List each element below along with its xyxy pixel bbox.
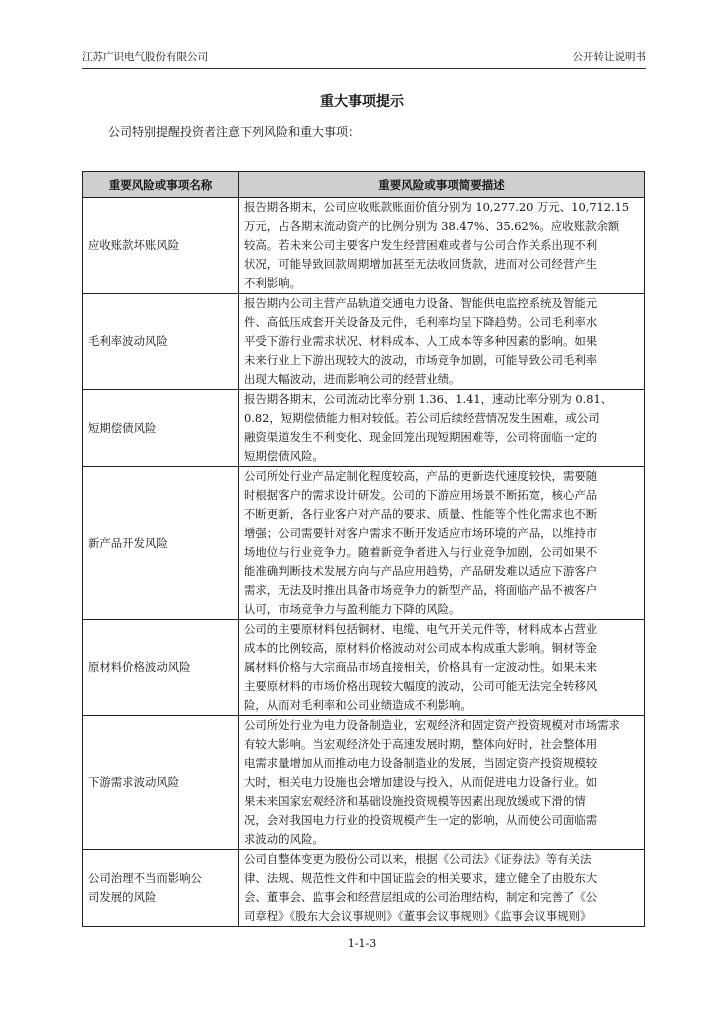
- risk-desc-cell: [239, 390, 645, 467]
- risk-name-text: 公司治理不当而影响公: [88, 871, 202, 885]
- risk-name-cell: [83, 390, 239, 467]
- risk-desc-line: 果未来国家宏观经济和基础设施投资规模等因素出现放缓或下滑的情: [244, 794, 586, 808]
- header-company: 江苏广识电气股份有限公司: [82, 51, 208, 63]
- risk-desc-line: 需求，无法及时推出具备市场竞争力的新型产品，将面临产品不被客户: [244, 583, 598, 597]
- risk-desc-line: 较高。若未来公司主要客户发生经营困难或者与公司合作关系出现不利: [244, 238, 598, 252]
- risk-desc-line: 未来行业上下游出现较大的波动，市场竞争加剧，可能导致公司毛利率: [244, 353, 598, 367]
- risk-desc-line: 报告期内公司主营产品轨道交通电力设备、智能供电监控系统及智能元: [244, 296, 598, 310]
- risk-desc-line: 短期偿债风险。: [244, 449, 324, 463]
- risk-desc-line: 公司所处行业为电力设备制造业，宏观经济和固定资产投资规模对市场需求: [244, 718, 620, 732]
- risk-desc-line: 大时，相关电力设施也会增加建设与投入，从而促进电力设备行业。如: [244, 775, 598, 789]
- risk-desc-line: 电需求量增加从而推动电力设备制造业的发展，当固定资产投资规模较: [244, 756, 598, 770]
- risk-name-text: 应收账款坏账风险: [88, 238, 180, 252]
- risk-name-text: 司发展的风险: [88, 890, 157, 904]
- risk-name-cell: [83, 716, 239, 850]
- header-doc-title: 公开转让说明书: [572, 51, 646, 63]
- risk-desc-line: 成本的比例较高，原材料价格波动对公司成本构成重大影响。铜材等金: [244, 641, 598, 655]
- risk-name-cell: [83, 850, 239, 927]
- table-row: [83, 294, 645, 390]
- risk-desc-line: 不断更新，各行业客户对产品的要求、质量、性能等个性化需求也不断: [244, 507, 598, 521]
- risk-name-cell: [83, 294, 239, 390]
- risk-desc-line: 属材料价格与大宗商品市场直接相关，价格具有一定波动性。如果未来: [244, 660, 598, 674]
- risk-table-body: [83, 198, 645, 927]
- risk-desc-line: 万元，占各期末流动资产的比例分别为 38.47%、35.62%。应收账款余额: [244, 219, 620, 233]
- intro-paragraph: 公司特别提醒投资者注意下列风险和重大事项：: [108, 125, 361, 139]
- table-row: [83, 198, 645, 294]
- risk-desc-cell: [239, 716, 645, 850]
- risk-name-text: 下游需求波动风险: [88, 775, 180, 789]
- risk-desc-line: 认可，市场竞争力与盈利能力下降的风险。: [244, 602, 461, 616]
- risk-desc-cell: [239, 467, 645, 620]
- risk-desc-line: 状况，可能导致回款周期增加甚至无法收回货款，进而对公司经营产生: [244, 257, 598, 271]
- risk-desc-line: 出现大幅波动，进而影响公司的经营业绩。: [244, 372, 461, 386]
- risk-name-cell: [83, 198, 239, 294]
- risk-desc-line: 平受下游行业需求状况、材料成本、人工成本等多种因素的影响。如果: [244, 334, 598, 348]
- risk-desc-line: 增强；公司需要针对客户需求不断开发适应市场环境的产品，以维持市: [244, 526, 598, 540]
- risk-desc-line: 求波动的风险。: [244, 832, 324, 846]
- risk-desc-line: 融资渠道发生不利变化、现金回笼出现短期困难等，公司将面临一定的: [244, 430, 598, 444]
- risk-name-text: 新产品开发风险: [88, 535, 168, 550]
- page-number: 1-1-3: [347, 937, 377, 950]
- risk-desc-line: 司章程》《股东大会议事规则》《董事会议事规则》《监事会议事规则》: [244, 909, 592, 923]
- risk-desc-line: 险，从而对毛利率和公司业绩造成不利影响。: [244, 698, 472, 712]
- risk-desc-line: 报告期各期末，公司应收账款账面价值分别为 10,277.20 万元、10,712.15: [244, 200, 630, 214]
- risk-name-text: 原材料价格波动风险: [88, 660, 191, 674]
- header-risk-desc: 重要风险或事项简要描述: [239, 172, 645, 198]
- table-row: [83, 850, 645, 927]
- risk-desc-line: 公司所处行业产品定制化程度较高，产品的更新迭代速度较快，需要随: [244, 469, 598, 483]
- table-row: [83, 390, 645, 467]
- page-header: [82, 50, 646, 69]
- risk-name-cell: [83, 620, 239, 716]
- risk-desc-line: 0.82，短期偿债能力相对较低。若公司后续经营情况发生困难，或公司: [244, 411, 600, 425]
- section-title: 重大事项提示: [320, 94, 404, 110]
- risk-desc-line: 有较大影响。当宏观经济处于高速发展时期，整体向好时，社会整体用: [244, 737, 598, 751]
- table-row: [83, 467, 645, 620]
- table-row: [83, 620, 645, 716]
- risk-name-cell: [83, 467, 239, 620]
- header-risk-name: 重要风险或事项名称: [83, 172, 239, 198]
- risk-desc-line: 报告期各期末，公司流动比率分别 1.36、1.41，速动比率分别为 0.81、: [244, 392, 613, 406]
- risk-name-text: 毛利率波动风险: [88, 334, 168, 348]
- risk-desc-line: 况，会对我国电力行业的投资规模产生一定的影响，从而使公司面临需: [244, 813, 598, 827]
- risk-desc-line: 不利影响。: [244, 276, 301, 290]
- risk-desc-cell: [239, 198, 645, 294]
- risk-desc-line: 会、董事会、监事会和经营层组成的公司治理结构，制定和完善了《公: [244, 890, 598, 904]
- risk-desc-cell: [239, 620, 645, 716]
- risk-desc-line: 时根据客户的需求设计研发。公司的下游应用场景不断拓宽，核心产品: [244, 488, 598, 502]
- risk-desc-line: 能准确判断技术发展方向与产品应用趋势，产品研发难以适应下游客户: [244, 564, 598, 578]
- risk-desc-line: 公司的主要原材料包括铜材、电缆、电气开关元件等，材料成本占营业: [244, 622, 598, 636]
- risk-desc-line: 件、高低压成套开关设备及元件，毛利率均呈下降趋势。公司毛利率水: [244, 315, 598, 329]
- table-row: [83, 716, 645, 850]
- risk-desc-line: 主要原材料的市场价格出现较大幅度的波动，公司可能无法完全转移风: [244, 679, 598, 693]
- table-header-row: [83, 172, 645, 198]
- risk-table: [82, 171, 645, 927]
- risk-desc-cell: [239, 294, 645, 390]
- risk-desc-cell: [239, 850, 645, 927]
- risk-desc-line: 场地位与行业竞争力。随着新竞争者进入与行业竞争加剧，公司如果不: [244, 545, 598, 559]
- risk-desc-line: 律、法规、规范性文件和中国证监会的相关要求，建立健全了由股东大: [244, 871, 598, 885]
- risk-name-text: 短期偿债风险: [88, 420, 157, 435]
- risk-desc-line: 公司自整体变更为股份公司以来，根据《公司法》《证券法》等有关法: [244, 852, 592, 866]
